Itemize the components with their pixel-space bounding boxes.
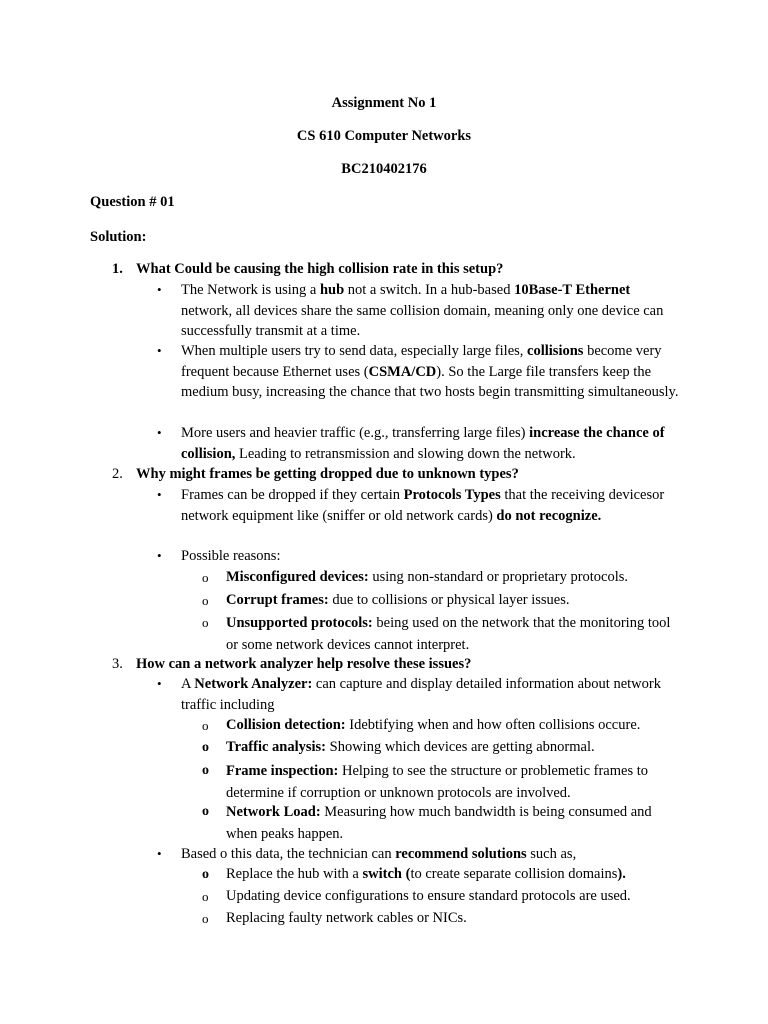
bullet-icon: • [157,425,162,440]
bullet-icon: • [157,487,162,502]
csma-term: CSMA/CD [368,363,437,380]
analysis-text: Idebtifying when and how often collisions occure. [345,717,641,733]
text: can capture and display detailed information about network traffic including [181,676,661,713]
text: such as, [526,846,577,862]
q3-heading: How can a network analyzer help resolve these issues? [136,656,472,672]
sub-bullet-icon: o [202,889,209,904]
text: network, all devices share the same collision domain, meaning only one device can successfully transmit at a time. [181,302,664,339]
sub-bullet-icon: o [202,740,209,755]
text: not a switch. In a hub-based [344,282,515,298]
text: Leading to retransmission and slowing down the network. [235,445,576,462]
sub-bullet-icon: o [202,867,209,882]
sub-bullet-icon: o [202,593,209,608]
bullet-icon: • [157,846,162,861]
reason-label: Misconfigured devices: [226,569,369,585]
q2-heading: Why might frames be getting dropped due to unknown types? [136,466,519,482]
collision-chance-term: increase the chance of collision, [181,425,665,462]
reason-text: using non-standard or proprietary protocols. [368,569,629,585]
solution-item: Updating device configurations to ensure standard protocols are used. [226,888,631,904]
solution-item: Replacing faulty network cables or NICs. [226,910,467,926]
bullet-icon: • [157,676,162,691]
question-label: Question # 01 [90,194,175,210]
bullet-icon: • [157,548,162,563]
text: Frames can be dropped if they certain [181,487,404,503]
q3-bullet-1 [181,674,681,715]
reason-label: Unsupported protocols: [226,615,373,631]
text: The Network is using a [181,282,320,298]
assignment-title: Assignment No 1 [331,95,437,111]
q3-number: 3. [112,656,123,672]
not-recognize-term: do not recognize. [496,507,602,524]
text: More users and heavier traffic (e.g., transferring large files) [181,425,530,441]
sub-bullet-icon: o [202,718,209,733]
sub-bullet-icon: o [202,615,209,630]
switch-term: switch ( [362,866,411,882]
analysis-item [226,801,681,845]
ethernet-term: 10Base-T Ethernet [514,282,631,298]
analysis-item [226,760,681,804]
q1-heading: What Could be causing the high collision rate in this setup? [136,261,504,277]
reason-text: due to collisions or physical layer issues. [328,592,570,608]
analysis-label: Frame inspection: [226,763,339,779]
analysis-text: Helping to see the structure or problemetic frames to determine if corruption or unknown protocols are involved. [226,763,648,801]
reason-item [226,567,681,588]
analysis-label: Collision detection: [226,717,346,733]
text: that the receiving devicesor network equipment like (sniffer or old network cards) [181,487,665,524]
text: ). [617,866,626,882]
course-title: CS 610 Computer Networks [296,128,472,144]
bullet-icon: • [157,282,162,297]
text: ). So the Large file transfers keep the medium busy, increasing the chance that two hosts begin transmitting simultaneously. [181,363,679,400]
analysis-label: Traffic analysis: [226,739,327,755]
analysis-label: Network Load: [226,804,321,820]
solution-label: Solution: [90,229,147,245]
hub-term: hub [319,282,345,298]
reason-item [226,590,681,611]
network-analyzer-term: Network Analyzer: [194,676,313,692]
q1-bullet-2 [181,341,681,403]
sub-bullet-icon: o [202,763,209,778]
collisions-term: collisions [527,343,584,359]
reason-label: Corrupt frames: [226,592,329,608]
text: When multiple users try to send data, especially large files, [181,343,528,359]
sub-bullet-icon: o [202,570,209,585]
q1-number: 1. [112,261,123,277]
text: become very frequent because Ethernet uses ( [181,343,662,380]
q2-bullet-2: Possible reasons: [181,548,281,564]
reason-item [226,612,681,656]
q3-bullet-2 [181,844,681,865]
text: Replace the hub with a [226,866,363,882]
sub-bullet-icon: o [202,911,209,926]
q2-number: 2. [112,466,123,482]
sub-bullet-icon: o [202,804,209,819]
text: A [181,676,195,692]
text: to create separate collision domains [410,866,618,882]
solution-item [226,864,681,885]
analysis-text: Measuring how much bandwidth is being consumed and when peaks happen. [226,804,652,842]
q2-bullet-1 [181,485,681,526]
analysis-text: Showing which devices are getting abnormal. [326,739,595,755]
analysis-item [226,715,681,736]
text: Based o this data, the technician can [181,846,396,862]
analysis-item [226,737,681,758]
protocols-term: Protocols Types [403,487,501,503]
student-id: BC210402176 [341,161,427,177]
q1-bullet-3 [181,423,681,464]
q1-bullet-1 [181,280,681,342]
reason-text: being used on the network that the monitoring tool or some network devices cannot interpret. [226,615,671,653]
recommend-term: recommend solutions [395,846,527,862]
bullet-icon: • [157,343,162,358]
